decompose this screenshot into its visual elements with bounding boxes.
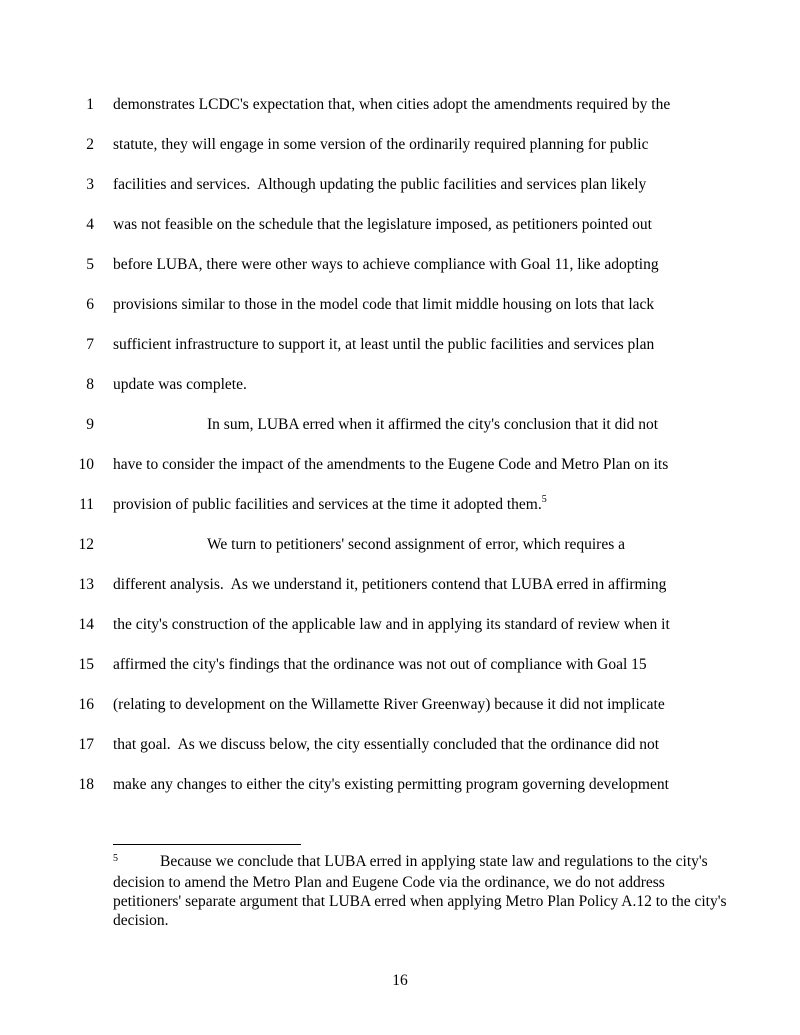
line-number: 2 xyxy=(86,136,94,153)
line-1 xyxy=(0,95,800,135)
line-number: 5 xyxy=(86,256,94,273)
line-number: 1 xyxy=(86,96,94,113)
line-18 xyxy=(0,775,800,815)
line-9 xyxy=(0,415,800,455)
line-12 xyxy=(0,535,800,575)
line-number: 3 xyxy=(86,176,94,193)
line-text: provision of public facilities and services at the time it adopted them. xyxy=(113,496,542,513)
line-5 xyxy=(0,255,800,295)
line-number: 13 xyxy=(78,576,94,593)
line-number: 10 xyxy=(78,456,94,473)
page-number: 16 xyxy=(392,972,408,989)
line-number: 7 xyxy=(86,336,94,353)
line-number: 17 xyxy=(78,736,94,753)
line-4 xyxy=(0,215,800,255)
line-number: 4 xyxy=(86,216,94,233)
line-text: In sum, LUBA erred when it affirmed the city's conclusion that it did not xyxy=(207,416,659,433)
line-6 xyxy=(0,295,800,335)
line-number: 14 xyxy=(78,616,94,633)
line-7 xyxy=(0,335,800,375)
line-text: update was complete. xyxy=(113,376,247,393)
line-17 xyxy=(0,735,800,775)
footnote-reference[interactable]: 5 xyxy=(541,493,547,505)
line-2 xyxy=(0,135,800,175)
line-number: 16 xyxy=(78,696,94,713)
line-text: different analysis. As we understand it, petitioners contend that LUBA erred in affirming xyxy=(113,576,667,593)
line-text: that goal. As we discuss below, the city essentially concluded that the ordinance did not xyxy=(113,736,660,753)
line-number: 15 xyxy=(78,656,94,673)
line-15 xyxy=(0,655,800,695)
line-text: provisions similar to those in the model code that limit middle housing on lots that lack xyxy=(113,296,655,313)
line-text: have to consider the impact of the amendments to the Eugene Code and Metro Plan on its xyxy=(113,456,669,473)
line-number: 8 xyxy=(86,376,94,393)
line-text: facilities and services. Although updating the public facilities and services plan likely xyxy=(113,176,647,193)
line-13 xyxy=(0,575,800,615)
footnote xyxy=(113,852,728,930)
line-text: sufficient infrastructure to support it, at least until the public facilities and services plan xyxy=(113,336,655,353)
line-text: make any changes to either the city's existing permitting program governing development xyxy=(113,776,669,793)
line-text: was not feasible on the schedule that the legislature imposed, as petitioners pointed out xyxy=(113,216,652,233)
line-14 xyxy=(0,615,800,655)
line-number: 11 xyxy=(79,496,94,513)
line-10 xyxy=(0,455,800,495)
line-text: (relating to development on the Willamette River Greenway) because it did not implicate xyxy=(113,696,665,713)
line-text: We turn to petitioners' second assignment of error, which requires a xyxy=(207,536,626,553)
line-number: 9 xyxy=(86,416,94,433)
line-3 xyxy=(0,175,800,215)
footnote-divider xyxy=(113,844,301,845)
line-16 xyxy=(0,695,800,735)
footnote-mark: 5 xyxy=(113,853,118,864)
line-number: 12 xyxy=(78,536,94,553)
line-11 xyxy=(0,495,800,535)
line-text: affirmed the city's findings that the ordinance was not out of compliance with Goal 15 xyxy=(113,656,647,673)
line-text: the city's construction of the applicable law and in applying its standard of review when it xyxy=(113,616,670,633)
line-8 xyxy=(0,375,800,415)
line-text: demonstrates LCDC's expectation that, when cities adopt the amendments required by the xyxy=(113,96,671,113)
line-text-with-footnote xyxy=(113,495,733,515)
line-number: 6 xyxy=(86,296,94,313)
line-text: before LUBA, there were other ways to achieve compliance with Goal 11, like adopting xyxy=(113,256,659,273)
line-number: 18 xyxy=(78,776,94,793)
line-text: statute, they will engage in some version of the ordinarily required planning for public xyxy=(113,136,649,153)
footnote-text: Because we conclude that LUBA erred in applying state law and regulations to the city's decision to amend the Metro Plan and Eugene Code via the ordinance, we do not address petitioners' separate argument that LUBA erred when applying Metro Plan Policy A.12 to the city's decision. xyxy=(113,853,727,929)
